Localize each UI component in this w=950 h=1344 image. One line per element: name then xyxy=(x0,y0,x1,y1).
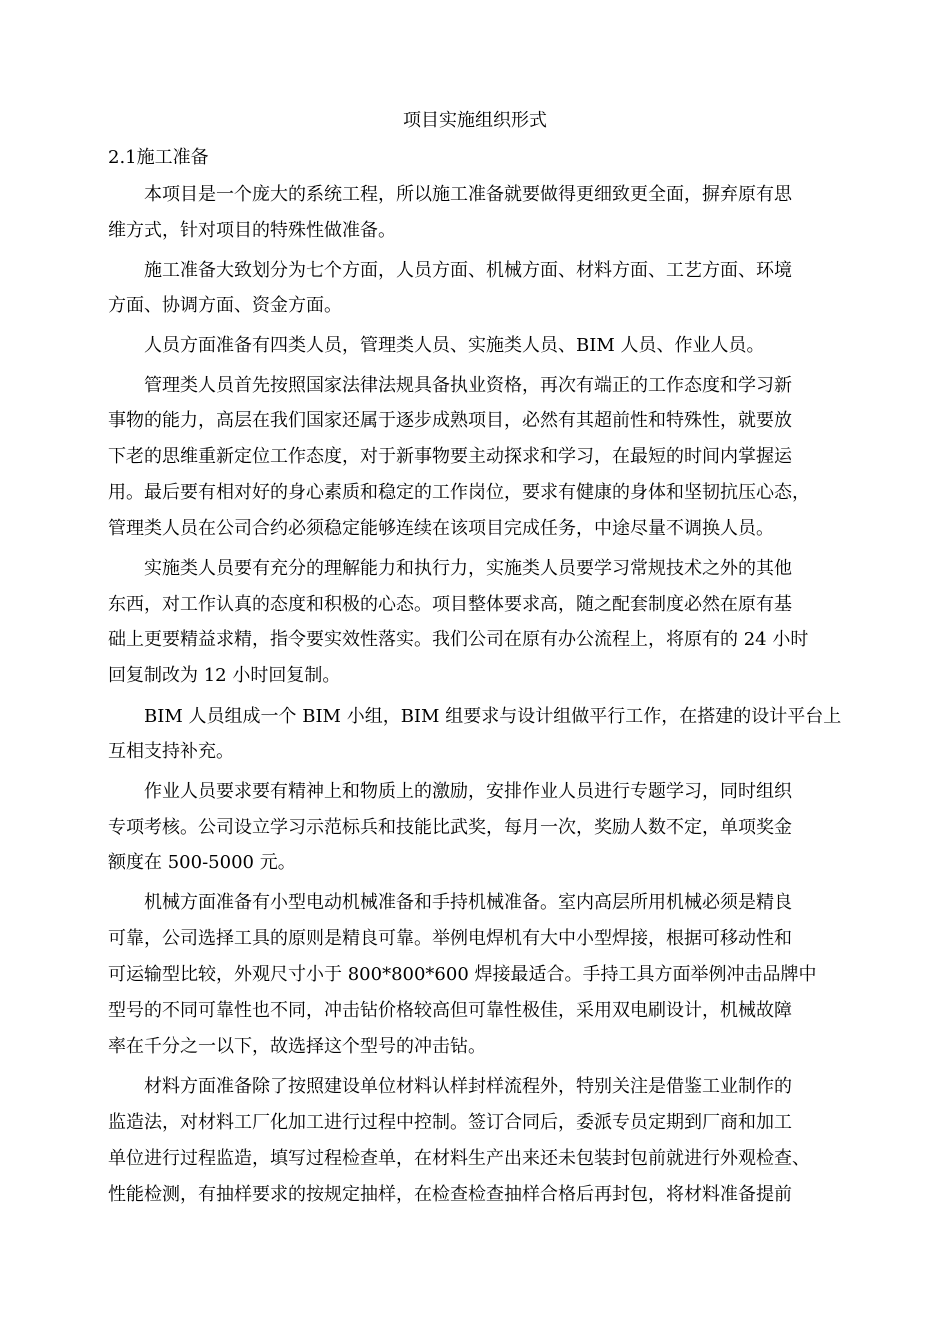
text-line: 率在千分之一以下，故选择这个型号的冲击钻。 xyxy=(108,1036,486,1057)
text-line: 事物的能力，高层在我们国家还属于逐步成熟项目，必然有其超前性和特殊性，就要放 xyxy=(108,410,792,431)
text-line: 本项目是一个庞大的系统工程，所以施工准备就要做得更细致更全面，摒弃原有思 xyxy=(144,184,792,205)
page-title: 项目实施组织形式 xyxy=(403,110,547,131)
text-line: 方面、协调方面、资金方面。 xyxy=(108,295,342,316)
text-line: 型号的不同可靠性也不同，冲击钻价格较高但可靠性极佳，采用双电刷设计，机械故障 xyxy=(108,1000,792,1021)
text-line: 维方式，针对项目的特殊性做准备。 xyxy=(108,220,396,241)
text-line: 回复制改为 12 小时回复制。 xyxy=(108,665,341,686)
text-line: 单位进行过程监造，填写过程检查单，在材料生产出来还未包装封包前就进行外观检查、 xyxy=(108,1148,810,1169)
text-line: 东西，对工作认真的态度和积极的心态。项目整体要求高，随之配套制度必然在原有基 xyxy=(108,594,792,615)
text-line: 材料方面准备除了按照建设单位材料认样封样流程外，特别关注是借鉴工业制作的 xyxy=(144,1076,792,1097)
text-line: 管理类人员在公司合约必须稳定能够连续在该项目完成任务，中途尽量不调换人员。 xyxy=(108,518,774,539)
text-line: 础上更要精益求精，指令要实效性落实。我们公司在原有办公流程上，将原有的 24 小时 xyxy=(108,629,809,650)
text-line: 可运输型比较，外观尺寸小于 800*800*600 焊接最适合。手持工具方面举例冲击品牌中 xyxy=(108,964,817,985)
text-line: 额度在 500-5000 元。 xyxy=(108,852,296,873)
text-line: 专项考核。公司设立学习示范标兵和技能比武奖，每月一次，奖励人数不定，单项奖金 xyxy=(108,817,792,838)
text-line: 实施类人员要有充分的理解能力和执行力，实施类人员要学习常规技术之外的其他 xyxy=(144,558,792,579)
text-line: 用。最后要有相对好的身心素质和稳定的工作岗位，要求有健康的身体和坚韧抗压心态， xyxy=(108,482,810,503)
text-line: 机械方面准备有小型电动机械准备和手持机械准备。室内高层所用机械必须是精良 xyxy=(144,892,792,913)
text-line: 管理类人员首先按照国家法律法规具备执业资格，再次有端正的工作态度和学习新 xyxy=(144,375,792,396)
text-line: 性能检测，有抽样要求的按规定抽样，在检查检查抽样合格后再封包，将材料准备提前 xyxy=(108,1184,792,1205)
text-line: 监造法，对材料工厂化加工进行过程中控制。签订合同后，委派专员定期到厂商和加工 xyxy=(108,1112,792,1133)
text-line: 下老的思维重新定位工作态度，对于新事物要主动探求和学习，在最短的时间内掌握运 xyxy=(108,446,792,467)
text-line: 作业人员要求要有精神上和物质上的激励，安排作业人员进行专题学习，同时组织 xyxy=(144,781,792,802)
text-line: 互相支持补充。 xyxy=(108,741,234,762)
text-line: 施工准备大致划分为七个方面，人员方面、机械方面、材料方面、工艺方面、环境 xyxy=(144,260,792,281)
text-line: BIM 人员组成一个 BIM 小组，BIM 组要求与设计组做平行工作，在搭建的设计平台上 xyxy=(144,706,842,727)
section-heading: 2.1施工准备 xyxy=(108,147,209,168)
text-line: 可靠，公司选择工具的原则是精良可靠。举例电焊机有大中小型焊接，根据可移动性和 xyxy=(108,928,792,949)
text-line: 人员方面准备有四类人员，管理类人员、实施类人员、BIM 人员、作业人员。 xyxy=(144,335,765,356)
